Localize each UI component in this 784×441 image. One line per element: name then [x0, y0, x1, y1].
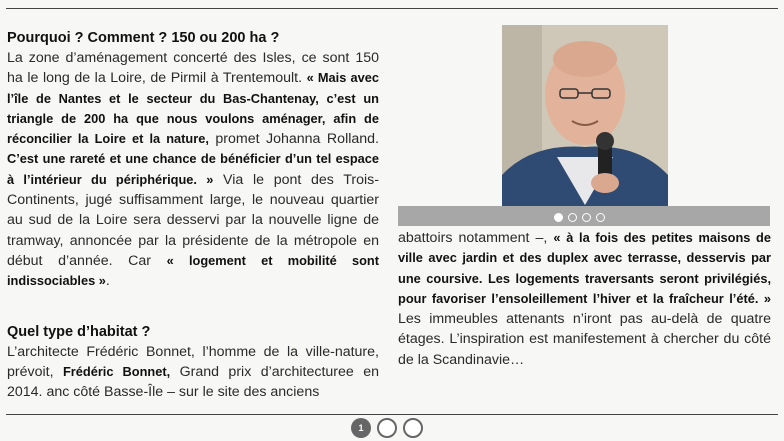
paragraph-zone: La zone d’aménagement concerté des Isles, ce sont 150 ha le long de la Loire, de Pirmil à Trentemoult. « Mais avec l’île de Nantes et le secteur du Bas-Chantenay, c’est un triangle de 200 ha que nous voulons aménager, afin de réconcilier la Loire et la nature, promet Johanna Rolland. C’est une rareté et une chance de bénéficier d’un tel espace à l’intérieur du périphérique. » Via le pont des Trois-Continents, jugé suffisamment large, le nouveau quartier au sud de la Loire sera desservi par la nouvelle ligne de tramway, annoncée par la présidente de la métropole en début d’année. Car « logement et mobilité sont indissociables ». [7, 50, 379, 290]
slider-dot[interactable] [582, 213, 591, 222]
page-dot-current[interactable]: 1 [351, 418, 371, 438]
photo-slider[interactable] [398, 25, 770, 226]
section-heading-habitat: Quel type d’habitat ? [7, 323, 151, 340]
bottom-rule [6, 414, 778, 415]
slider-dots [554, 213, 605, 222]
page-dot[interactable] [403, 418, 423, 438]
paragraph-habitat-continued: abattoirs notamment –, « à la fois des petites maisons de ville avec jardin et des duplex avec terrasse, desservis par une coursive. Les logements traversants seront privilégiés, pour favoriser l’ensoleillement l’hiver et la fraîcheur l’été. » Les immeubles attenants n’iront pas au-delà de quatre étages. L’inspiration est manifestement à chercher du côté de la Scandinavie… [398, 230, 771, 368]
slider-dot[interactable] [568, 213, 577, 222]
page-dot[interactable] [377, 418, 397, 438]
left-column [7, 28, 379, 402]
portrait-photo [502, 25, 668, 226]
top-rule [6, 8, 778, 9]
slider-dot[interactable] [554, 213, 563, 222]
slider-dot[interactable] [596, 213, 605, 222]
paragraph-habitat: L’architecte Frédéric Bonnet, l’homme de la ville-nature, prévoit, Frédéric Bonnet, Grand prix d’architecturee en 2014. anc côté Basse-Île – sur le site des anciens [7, 343, 379, 401]
page-pager [351, 418, 423, 438]
section-heading-why: Pourquoi ? Comment ? 150 ou 200 ha ? [7, 30, 280, 46]
slider-bar [398, 206, 770, 226]
right-column [398, 228, 771, 370]
